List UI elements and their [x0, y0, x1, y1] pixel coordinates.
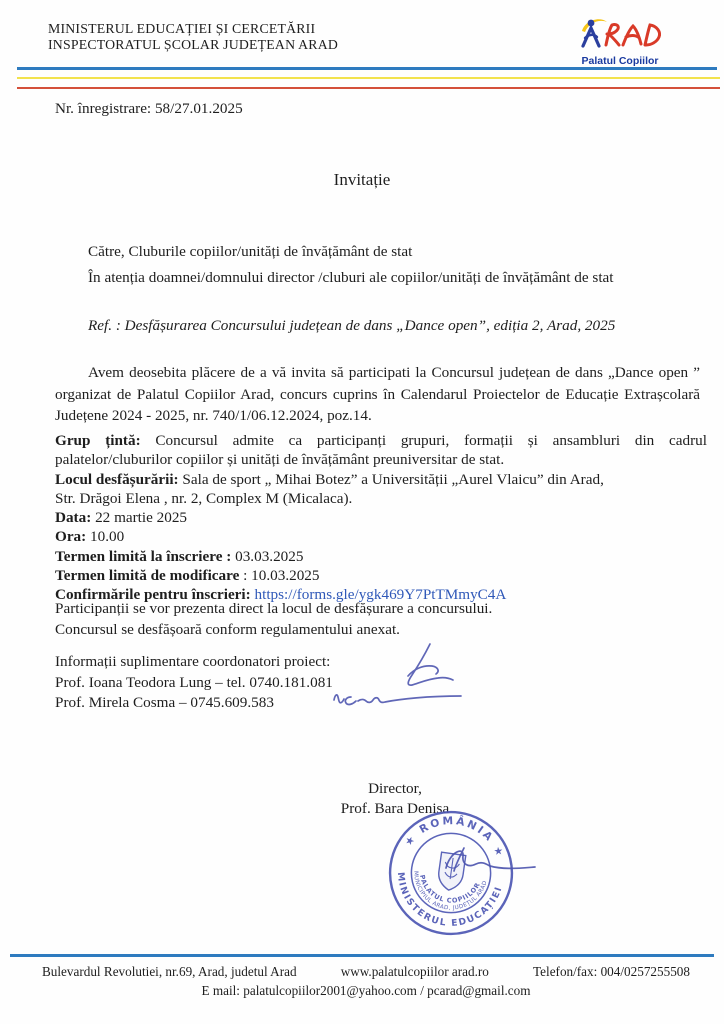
band-blue	[17, 67, 717, 70]
intro-paragraph: Avem deosebita plăcere de a vă invita să participati la Concursul județean de dans „Dance open ” organizat de Palatul Copiilor Arad, concurs cuprins în Calendarul Proiectelor de Educație Extrașcolară Județene 2024 - 2025, nr. 740/1/06.12.2024, poz.14.	[55, 364, 700, 424]
target-group-label: Grup țintă:	[55, 432, 141, 449]
contact-coordinator1: Prof. Ioana Teodora Lung – tel. 0740.181.081	[55, 673, 333, 691]
signer-role: Director,	[368, 780, 422, 797]
closing-block	[55, 599, 492, 640]
deadline-enroll-label: Termen limită la înscriere :	[55, 547, 232, 565]
stamp-institution-text: PALATUL COPIILOR	[417, 874, 483, 905]
director-signature-icon	[430, 838, 542, 894]
reference-line: Ref. : Desfășurarea Concursului județean de dans „Dance open”, ediția 2, Arad, 2025	[88, 317, 616, 334]
venue-street-line: Str. Drăgoi Elena , nr. 2, Complex M (Micalaca).	[55, 489, 353, 507]
signer-name: Prof. Bara Denisa	[340, 800, 450, 817]
deadline-modify-line	[55, 566, 707, 585]
footer-website: www.palatulcopiilor arad.ro	[340, 964, 489, 979]
addressee-block	[88, 239, 614, 290]
deadline-enroll-text: 03.03.2025	[231, 547, 304, 565]
target-group-line	[55, 431, 707, 470]
footer-divider	[10, 954, 714, 957]
date-text: 22 martie 2025	[91, 509, 188, 527]
band-yellow	[17, 77, 720, 79]
ministry-name: MINISTERUL EDUCAȚIEI ȘI CERCETĂRII	[48, 21, 316, 36]
logo-label: Palatul Copiilor	[581, 55, 659, 67]
palatul-copiilor-logo	[570, 16, 670, 67]
letterhead	[48, 21, 338, 53]
footer	[42, 963, 690, 999]
band-red	[17, 87, 720, 89]
time-text: 10.00	[86, 528, 125, 546]
footer-address: Bulevardul Revolutiei, nr.69, Arad, judetul Arad	[42, 964, 297, 979]
registration-number: Nr. înregistrare: 58/27.01.2025	[55, 100, 243, 117]
date-line	[55, 508, 707, 527]
footer-email: E mail: palatulcopiilor2001@yahoo.com / pcarad@gmail.com	[201, 982, 531, 998]
contact-coordinator2: Prof. Mirela Cosma – 0745.609.583	[55, 694, 274, 711]
contacts-block	[55, 652, 333, 714]
addressee-line1: Către, Cluburile copiilor/unități de învățământ de stat	[88, 243, 413, 260]
coordinator-signature-icon	[322, 638, 472, 718]
addressee-line2: În atenția doamnei/domnului director /cluburi ale copiilor/unități de învățământ de stat	[88, 268, 614, 286]
deadline-modify-text: : 10.03.2025	[239, 567, 320, 585]
stamp-city-text: MUNICIPIUL ARAD, JUDEȚUL ARAD	[412, 870, 489, 912]
confirmation-label: Confirmările pentru înscrieri:	[55, 586, 251, 604]
target-group-text: Concursul admite ca participanți grupuri, formații și ansambluri din cadrul palatelor/cluburilor copiilor și unități de învățământ preuniversitar de stat.	[55, 432, 707, 469]
closing-line2: Concursul se desfășoară conform regulamentului anexat.	[55, 620, 400, 638]
time-label: Ora:	[55, 528, 87, 546]
contacts-heading: Informații suplimentare coordonatori proiect:	[55, 653, 331, 670]
registration-form-link[interactable]: https://forms.gle/ygk469Y7PtTMmyC4A	[254, 586, 507, 604]
closing-line1: Participanții se vor prezenta direct la locul de desfășurare a concursului.	[55, 600, 493, 617]
inspectorate-name: INSPECTORATUL ȘCOLAR JUDEȚEAN ARAD	[48, 37, 339, 52]
venue-text: Sala de sport „ Mihai Botez” a Universității „Aurel Vlaicu” din Arad,	[178, 470, 604, 488]
date-label: Data:	[55, 509, 92, 527]
stamp-ministry-text: MINISTERUL EDUCAȚIEI	[394, 871, 505, 929]
deadline-enroll-line	[55, 547, 707, 566]
time-line	[55, 527, 707, 546]
details-block	[55, 431, 707, 605]
stamp-country-text: ★ ROMÂNIA ★	[401, 814, 508, 861]
document-title: Invitație	[333, 170, 391, 189]
venue-line	[55, 470, 707, 489]
arad-logo-icon	[574, 16, 666, 52]
deadline-modify-label: Termen limită de modificare	[55, 567, 240, 585]
venue-label: Locul desfășurării:	[55, 470, 179, 488]
footer-phone: Telefon/fax: 004/0257255508	[533, 964, 690, 979]
